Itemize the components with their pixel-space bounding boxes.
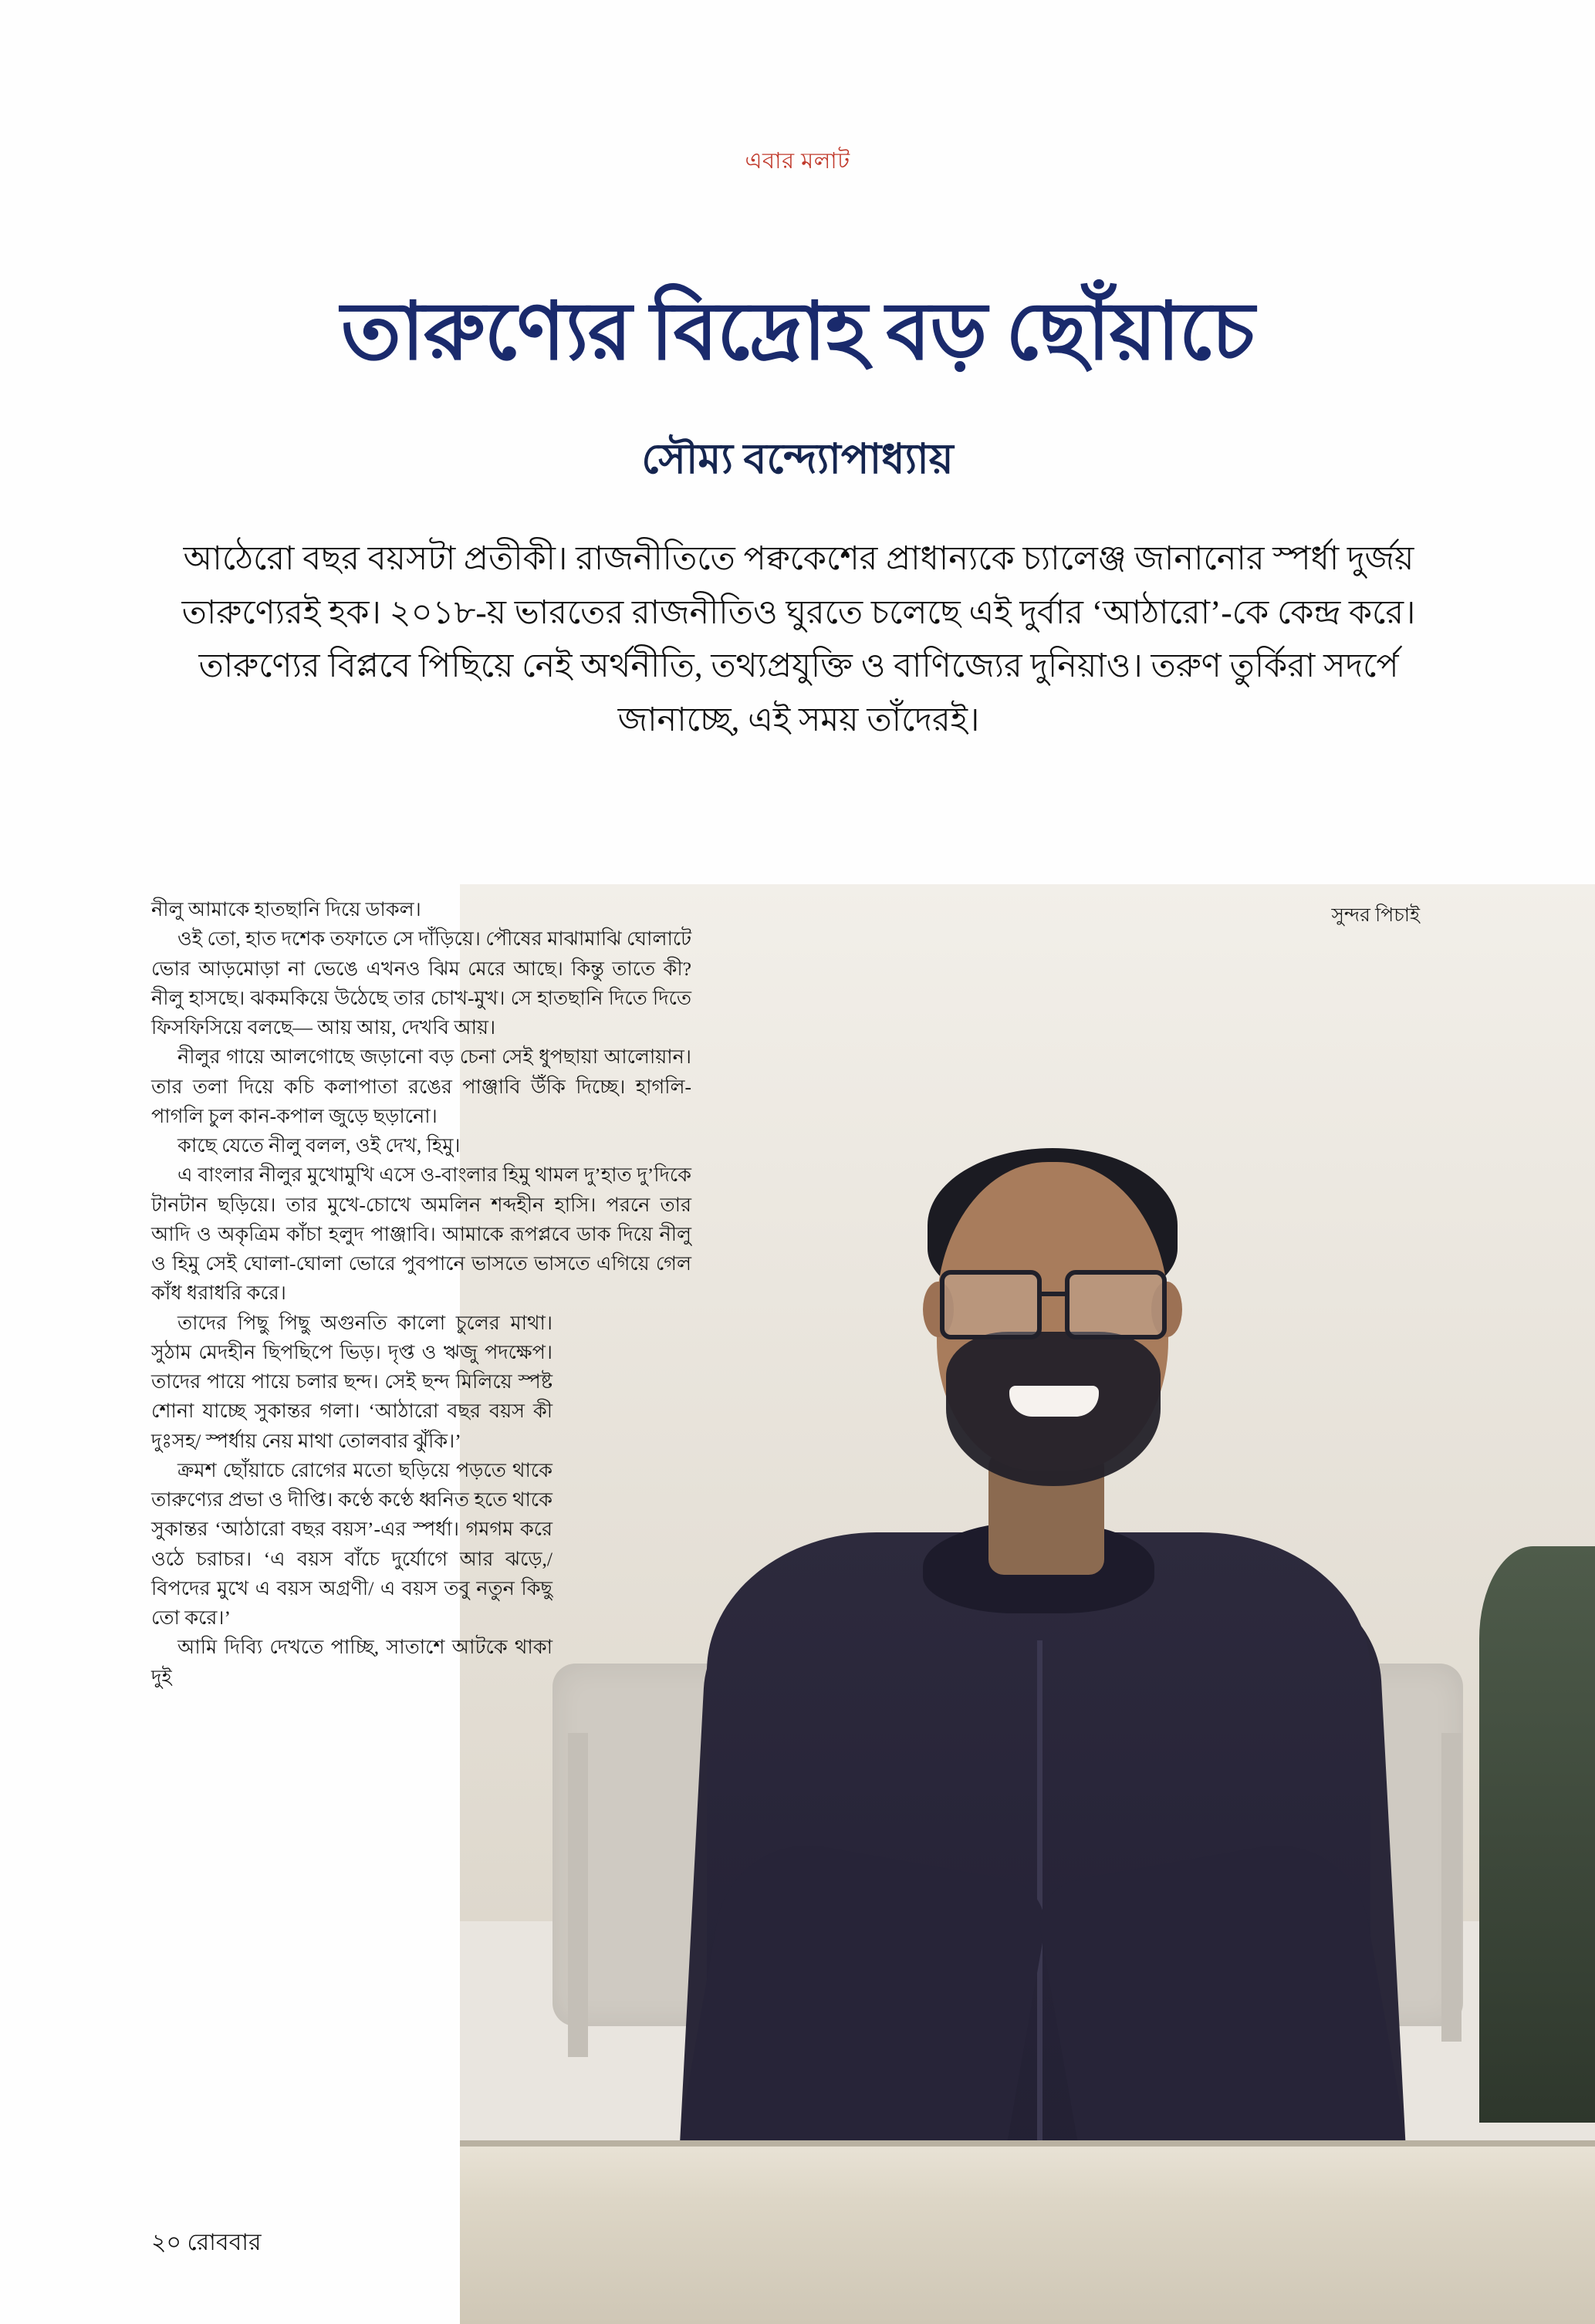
standfirst-intro: আঠেরো বছর বয়সটা প্রতীকী। রাজনীতিতে পক্বকেশের প্রাধান্যকে চ্যালেঞ্জ জানানোর স্পর্ধা দুর্জয় তারুণ্যেরই হক। ২০১৮-য় ভারতের রাজনীতিও ঘুরতে চলেছে এই দুর্বার ‘আঠারো’-কে কেন্দ্র করে। তারুণ্যের বিপ্লবে পিছিয়ে নেই অর্থনীতি, তথ্যপ্রযুক্তি ও বাণিজ্যের দুনিয়াও। তরুণ তুর্কিরা সদর্পে জানাচ্ছে, এই সময় তাঁদেরই।: [181, 541, 1416, 738]
body-paragraph: নীলুর গায়ে আলগোছে জড়ানো বড় চেনা সেই ধুপছায়া আলোয়ান। তার তলা দিয়ে কচি কলাপাতা রঙের পাঞ্জাবি উঁকি দিচ্ছে। হাগলি-পাগলি চুল কান-কপাল জুড়ে ছড়ানো।: [151, 1045, 691, 1127]
article-body-column: [151, 895, 691, 1692]
page-folio: ২০ রোববার: [151, 2230, 262, 2255]
body-paragraph: আমি দিব্যি দেখতে পাচ্ছি, সাতাশে আটকে থাকা দুই: [151, 1636, 553, 1688]
body-paragraph: তাদের পিছু পিছু অগুনতি কালো চুলের মাথা। সুঠাম মেদহীন ছিপছিপে ভিড়। দৃপ্ত ও ঋজু পদক্ষেপ। তাদের পায়ে পায়ে চলার ছন্দ। সেই ছন্দ মিলিয়ে স্পষ্ট শোনা যাচ্ছে সুকান্তর গলা। ‘আঠারো বছর বয়স কী দুঃসহ/ স্পর্ধায় নেয় মাথা তোলবার ঝুঁকি।’: [151, 1311, 553, 1452]
section-kicker: এবার মলাট: [745, 149, 850, 174]
photo-background-object: [1479, 1546, 1595, 2122]
body-paragraph: কাছে যেতে নীলু বলল, ওই দেখ, হিমু।: [177, 1134, 461, 1157]
author-byline: সৌম্য বন্দ্যোপাধ্যায়: [641, 436, 954, 482]
lens-left: [940, 1270, 1042, 1339]
body-paragraph: নীলু আমাকে হাতছানি দিয়ে ডাকল।: [151, 898, 421, 920]
smile: [1009, 1386, 1099, 1417]
eyeglasses-icon: [935, 1270, 1171, 1332]
chair-leg-right: [1441, 1733, 1462, 2042]
body-paragraph: এ বাংলার নীলুর মুখোমুখি এসে ও-বাংলার হিমু থামল দু’হাত দু’দিকে টানটান ছড়িয়ে। তার মুখে-চোখে অমলিন শব্দহীন হাসি। পরনে তার আদি ও অকৃত্রিম কাঁচা হলুদ পাঞ্জাবি। আমাকে রূপপ্লবে ডাক দিয়ে নীলু ও হিমু সেই ঘোলা-ঘোলা ভোরে পুবপানে ভাসতে ভাসতে এগিয়ে গেল কাঁধ ধরাধরি করে।: [151, 1164, 691, 1305]
desk-surface: [460, 2147, 1595, 2324]
page-title: তারুণ্যের বিদ্রোহ বড় ছোঁয়াচে: [340, 287, 1255, 377]
lens-right: [1065, 1270, 1167, 1339]
body-paragraph: ওই তো, হাত দশেক তফাতে সে দাঁড়িয়ে। পৌষের মাঝামাঝি ঘোলাটে ভোর আড়মোড়া না ভেঙে এখনও ঝিম মেরে আছে। কিন্তু তাতে কী? নীলু হাসছে। ঝকমকিয়ে উঠেছে তার চোখ-মুখ। সে হাতছানি দিতে দিতে ফিসফিসিয়ে বলছে— আয় আয়, দেখবি আয়।: [151, 927, 691, 1039]
body-paragraph: ক্রমশ ছোঁয়াচে রোগের মতো ছড়িয়ে পড়তে থাকে তারুণ্যের প্রভা ও দীপ্তি। কণ্ঠে কণ্ঠে ধ্বনিত হতে থাকে সুকান্তর ‘আঠারো বছর বয়স’-এর স্পর্ধা। গমগম করে ওঠে চরাচর। ‘এ বয়স বাঁচে দুর্যোগে আর ঝড়ে,/ বিপদের মুখে এ বয়স অগ্রণী/ এ বয়স তবু নতুন কিছু তো করে।’: [151, 1458, 553, 1629]
photo-caption: সুন্দর পিচাই: [1331, 905, 1420, 926]
chair-leg-left: [568, 1733, 588, 2057]
